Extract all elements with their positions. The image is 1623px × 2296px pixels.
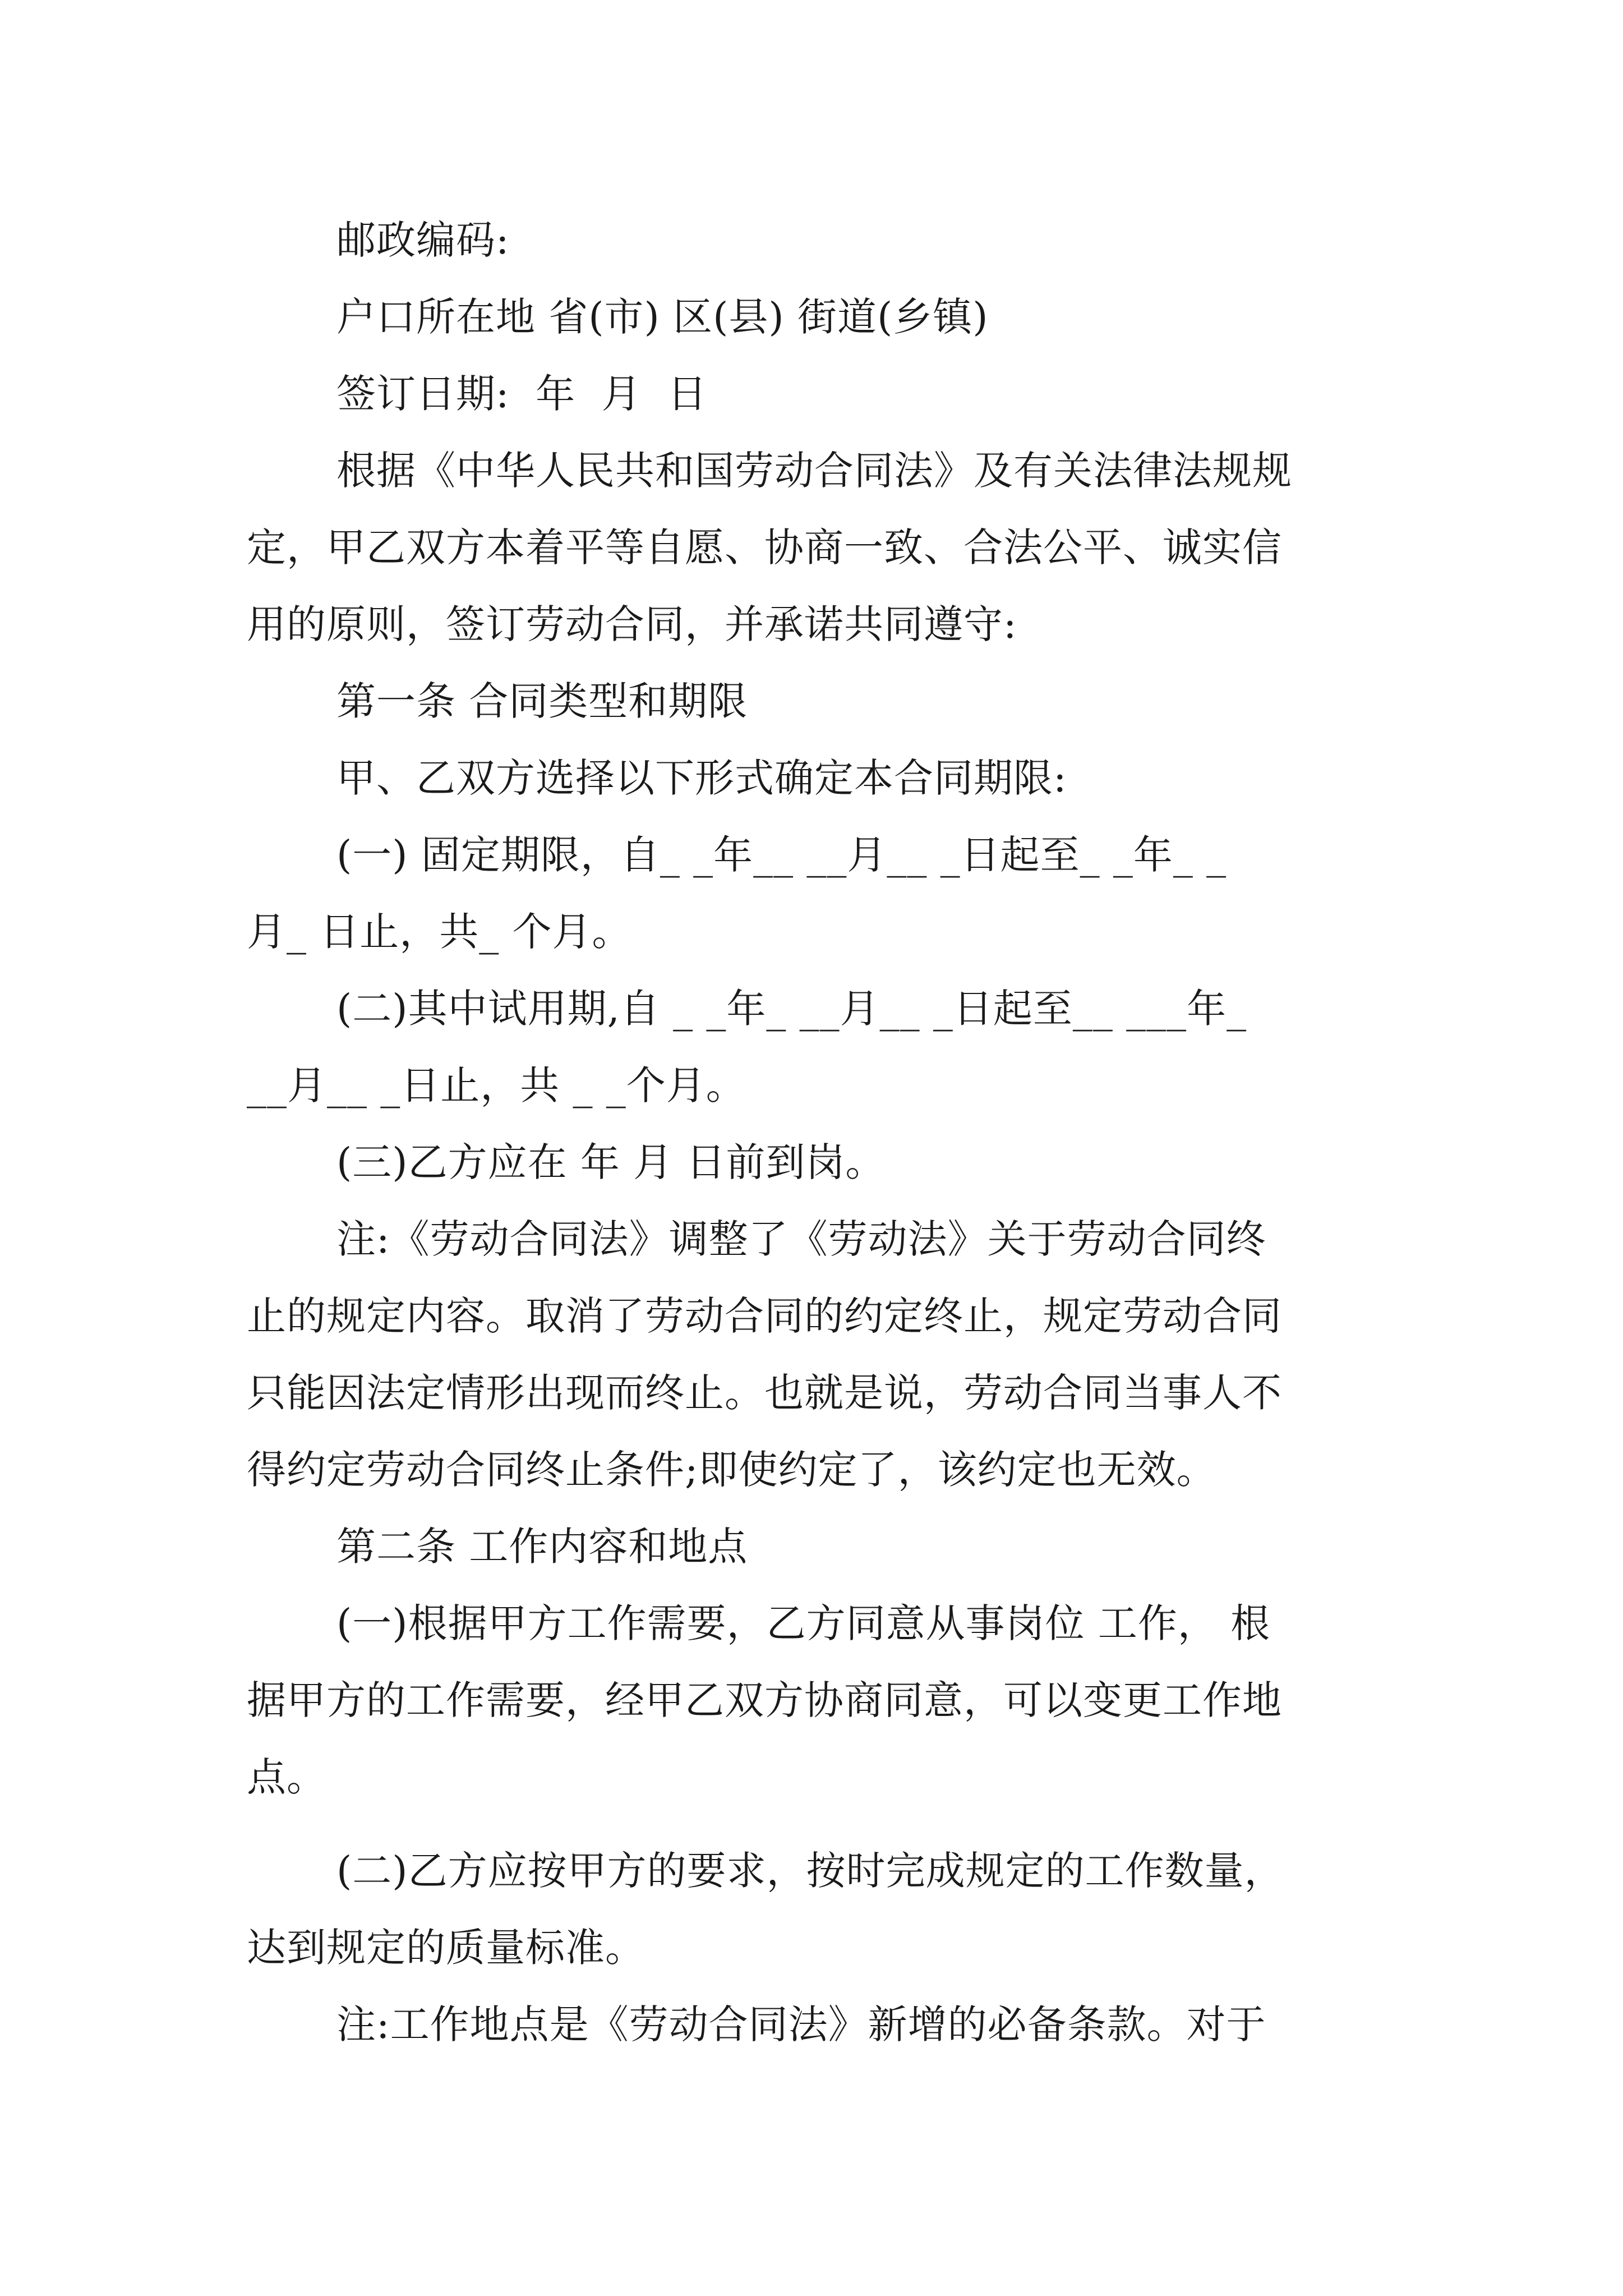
- note-line: 注:《劳动合同法》调整了《劳动法》关于劳动合同终: [336, 1216, 1266, 1262]
- paragraph-line: 根据《中华人民共和国劳动合同法》及有关法律法规规: [336, 448, 1292, 494]
- paragraph-line: 定，甲乙双方本着平等自愿、协商一致、合法公平、诚实信: [247, 524, 1282, 570]
- signing-date-line: 签订日期: 年 月 日: [336, 371, 708, 417]
- article-heading: 第一条 合同类型和期限: [336, 678, 748, 724]
- note-line: 注:工作地点是《劳动合同法》新增的必备条款。对于: [336, 2001, 1266, 2047]
- note-line: 只能因法定情形出现而终止。也就是说，劳动合同当事人不: [247, 1370, 1282, 1416]
- note-line: 止的规定内容。取消了劳动合同的约定终止，规定劳动合同: [247, 1293, 1282, 1339]
- household-registration-line: 户口所在地 省(市) 区(县) 街道(乡镇): [336, 294, 989, 340]
- clause-line: 据甲方的工作需要，经甲乙双方协商同意，可以变更工作地: [247, 1677, 1282, 1723]
- paragraph-line: 用的原则，签订劳动合同，并承诺共同遵守:: [247, 601, 1017, 647]
- clause-line: (二)乙方应按甲方的要求，按时完成规定的工作数量，: [336, 1848, 1284, 1894]
- note-line: 得约定劳动合同终止条件;即使约定了，该约定也无效。: [247, 1447, 1216, 1493]
- clause-line: (一) 固定期限，自_ _年__ __月__ _日起至_ _年_ _: [336, 832, 1227, 878]
- clause-line: 点。: [247, 1754, 326, 1800]
- article-heading: 第二条 工作内容和地点: [336, 1524, 748, 1570]
- clause-line: (一)根据甲方工作需要，乙方同意从事岗位 工作， 根: [336, 1600, 1271, 1646]
- clause-line: 达到规定的质量标准。: [247, 1925, 645, 1971]
- clause-line: (三)乙方应在 年 月 日前到岗。: [336, 1139, 886, 1185]
- document-body: [247, 202, 1385, 2063]
- postal-code-line: 邮政编码:: [336, 217, 510, 263]
- clause-line: 月_ 日止，共_ 个月。: [247, 909, 632, 955]
- clause-line: (二)其中试用期,自 _ _年_ __月__ _日起至__ ___年_: [336, 986, 1247, 1032]
- paragraph-gap: [247, 1816, 1385, 1833]
- paragraph-line: 甲、乙双方选择以下形式确定本合同期限:: [336, 755, 1067, 801]
- clause-line: __月__ _日止，共 _ _个月。: [247, 1062, 746, 1108]
